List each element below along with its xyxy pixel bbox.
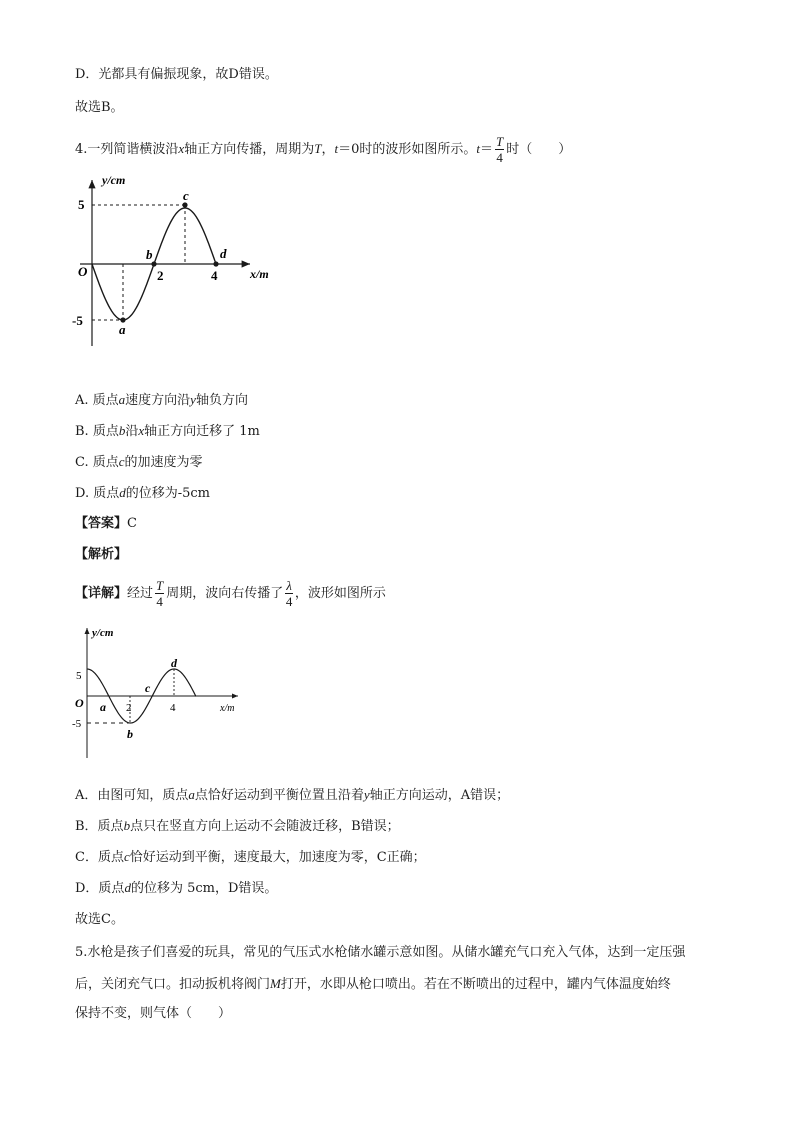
sol-d (75, 879, 277, 898)
detail-line (75, 578, 386, 609)
sol-text: 点恰好运动到平衡位置且沿着 (194, 788, 364, 803)
sol-text: 恰好运动到平衡，速度最大，加速度为零，C正确； (129, 850, 426, 865)
y-axis-label: y/cm (92, 627, 114, 639)
q5-line1: 5.水枪是孩子们喜爱的玩具，常见的气压式水枪储水罐示意如图。从储水罐充气口充入气体，达到一定压强 (75, 945, 686, 960)
var-x: x (138, 423, 145, 438)
q4-stem-text: ， (321, 142, 335, 157)
q4-stem (75, 134, 571, 165)
q5-line2 (75, 975, 671, 994)
fraction-denominator: 4 (285, 594, 293, 609)
option-text: 沿 (125, 424, 139, 439)
x-tick-4: 4 (211, 268, 218, 283)
q4-option-d (75, 484, 210, 503)
var-y: y (190, 392, 196, 407)
option-text: 轴正方向迁移了 1m (144, 424, 260, 439)
detail-text: 经过 (127, 586, 154, 601)
q4-stem-text: 轴正方向传播，周期为 (184, 142, 315, 157)
y-tick-5: 5 (76, 670, 82, 682)
var-c: c (118, 454, 125, 469)
fraction-denominator: 4 (496, 150, 503, 165)
q4-option-a (75, 391, 248, 410)
sol-text: 轴正方向运动，A错误； (369, 788, 510, 803)
option-text: 的位移为-5cm (125, 486, 211, 501)
var-T: T (314, 141, 322, 156)
label-d: d (171, 656, 177, 670)
x-axis-label: x/m (220, 703, 235, 714)
x-axis-label: x/m (250, 267, 269, 281)
fraction-denominator: 4 (156, 594, 163, 609)
x-tick-2: 2 (126, 702, 132, 714)
y-tick-5: 5 (78, 197, 85, 212)
var-c: c (123, 849, 130, 864)
option-text: A. 质点 (75, 393, 119, 408)
y-tick-neg5: -5 (72, 313, 83, 328)
sol-text: C．质点 (75, 850, 124, 865)
answer-line (75, 515, 137, 533)
var-t: t (476, 141, 480, 156)
detail-label: 【详解】 (75, 586, 128, 601)
q5-line3: 保持不变，则气体（ ） (75, 1006, 232, 1021)
wave-figure-t-quarter (70, 622, 250, 762)
point-b (151, 261, 156, 266)
answer-label: 【答案】 (75, 516, 128, 531)
sol-text: A．由图可知，质点 (75, 788, 189, 803)
var-t: t (334, 141, 339, 156)
option-text: D. 质点 (75, 486, 120, 501)
q4-stem-text: 时（ ） (506, 142, 572, 157)
sol-c (75, 848, 426, 867)
sol-text: 的位移为 5cm，D错误。 (130, 881, 278, 896)
var-d: d (124, 880, 131, 895)
x-tick-4: 4 (170, 702, 176, 714)
var-b: b (123, 818, 131, 833)
detail-text: 周期，波向右传播了 (166, 586, 284, 601)
analysis-label-text: 【解析】 (75, 547, 128, 562)
label-c: c (183, 188, 189, 203)
sol-text: D．质点 (75, 881, 125, 896)
var-y: y (363, 787, 370, 802)
origin-label: O (75, 696, 84, 710)
label-b: b (127, 727, 133, 741)
wave-figure-t0 (70, 168, 290, 353)
var-a: a (188, 787, 195, 802)
label-b: b (146, 247, 153, 262)
point-c (182, 202, 187, 207)
q5-text: 后，关闭充气口。扣动扳机将阀门 (75, 977, 271, 992)
prev-option-d: D．光都具有偏振现象，故D错误。 (75, 67, 278, 82)
detail-text: ，波形如图所示 (294, 586, 386, 601)
sol-b (75, 817, 400, 836)
q4-choose: 故选C。 (75, 912, 124, 927)
x-tick-2: 2 (157, 268, 164, 283)
fraction-numerator: T (156, 578, 164, 593)
var-b: b (118, 423, 126, 438)
q4-option-c (75, 453, 203, 472)
var-M: M (270, 976, 281, 991)
var-x: x (178, 141, 185, 156)
option-text: B. 质点 (75, 424, 119, 439)
q4-stem-text: ＝0时的波形如图所示。 (338, 142, 477, 157)
sol-a (75, 786, 509, 805)
sol-text: B．质点 (75, 819, 124, 834)
label-a: a (100, 700, 106, 714)
option-text: 的加速度为零 (124, 455, 203, 470)
answer-value: C (127, 516, 137, 531)
y-axis-label: y/cm (102, 173, 126, 187)
q4-stem-text: 4.一列简谐横波沿 (75, 142, 179, 157)
option-text: 轴负方向 (195, 393, 248, 408)
var-a: a (118, 392, 126, 407)
option-text: C. 质点 (75, 455, 119, 470)
q4-stem-text: ＝ (479, 142, 493, 157)
q5-text: 打开，水即从枪口喷出。若在不断喷出的过程中，罐内气体温度始终 (280, 977, 671, 992)
fraction-numerator: λ (286, 578, 292, 593)
label-c: c (145, 681, 151, 695)
prev-choose: 故选B。 (75, 100, 124, 115)
fraction-T-over-4 (495, 134, 504, 165)
origin-label: O (78, 264, 88, 279)
fraction-lambda-over-4 (285, 578, 293, 609)
y-tick-neg5: -5 (72, 718, 82, 730)
option-text: 速度方向沿 (125, 393, 191, 408)
fraction-T-over-4 (155, 578, 164, 609)
analysis-label (75, 546, 127, 564)
point-d (213, 261, 218, 266)
var-d: d (119, 485, 126, 500)
label-a: a (119, 322, 126, 337)
q4-option-b (75, 422, 260, 441)
label-d: d (220, 246, 227, 261)
sol-text: 点只在竖直方向上运动不会随波迁移，B错误； (130, 819, 400, 834)
fraction-numerator: T (496, 134, 504, 149)
